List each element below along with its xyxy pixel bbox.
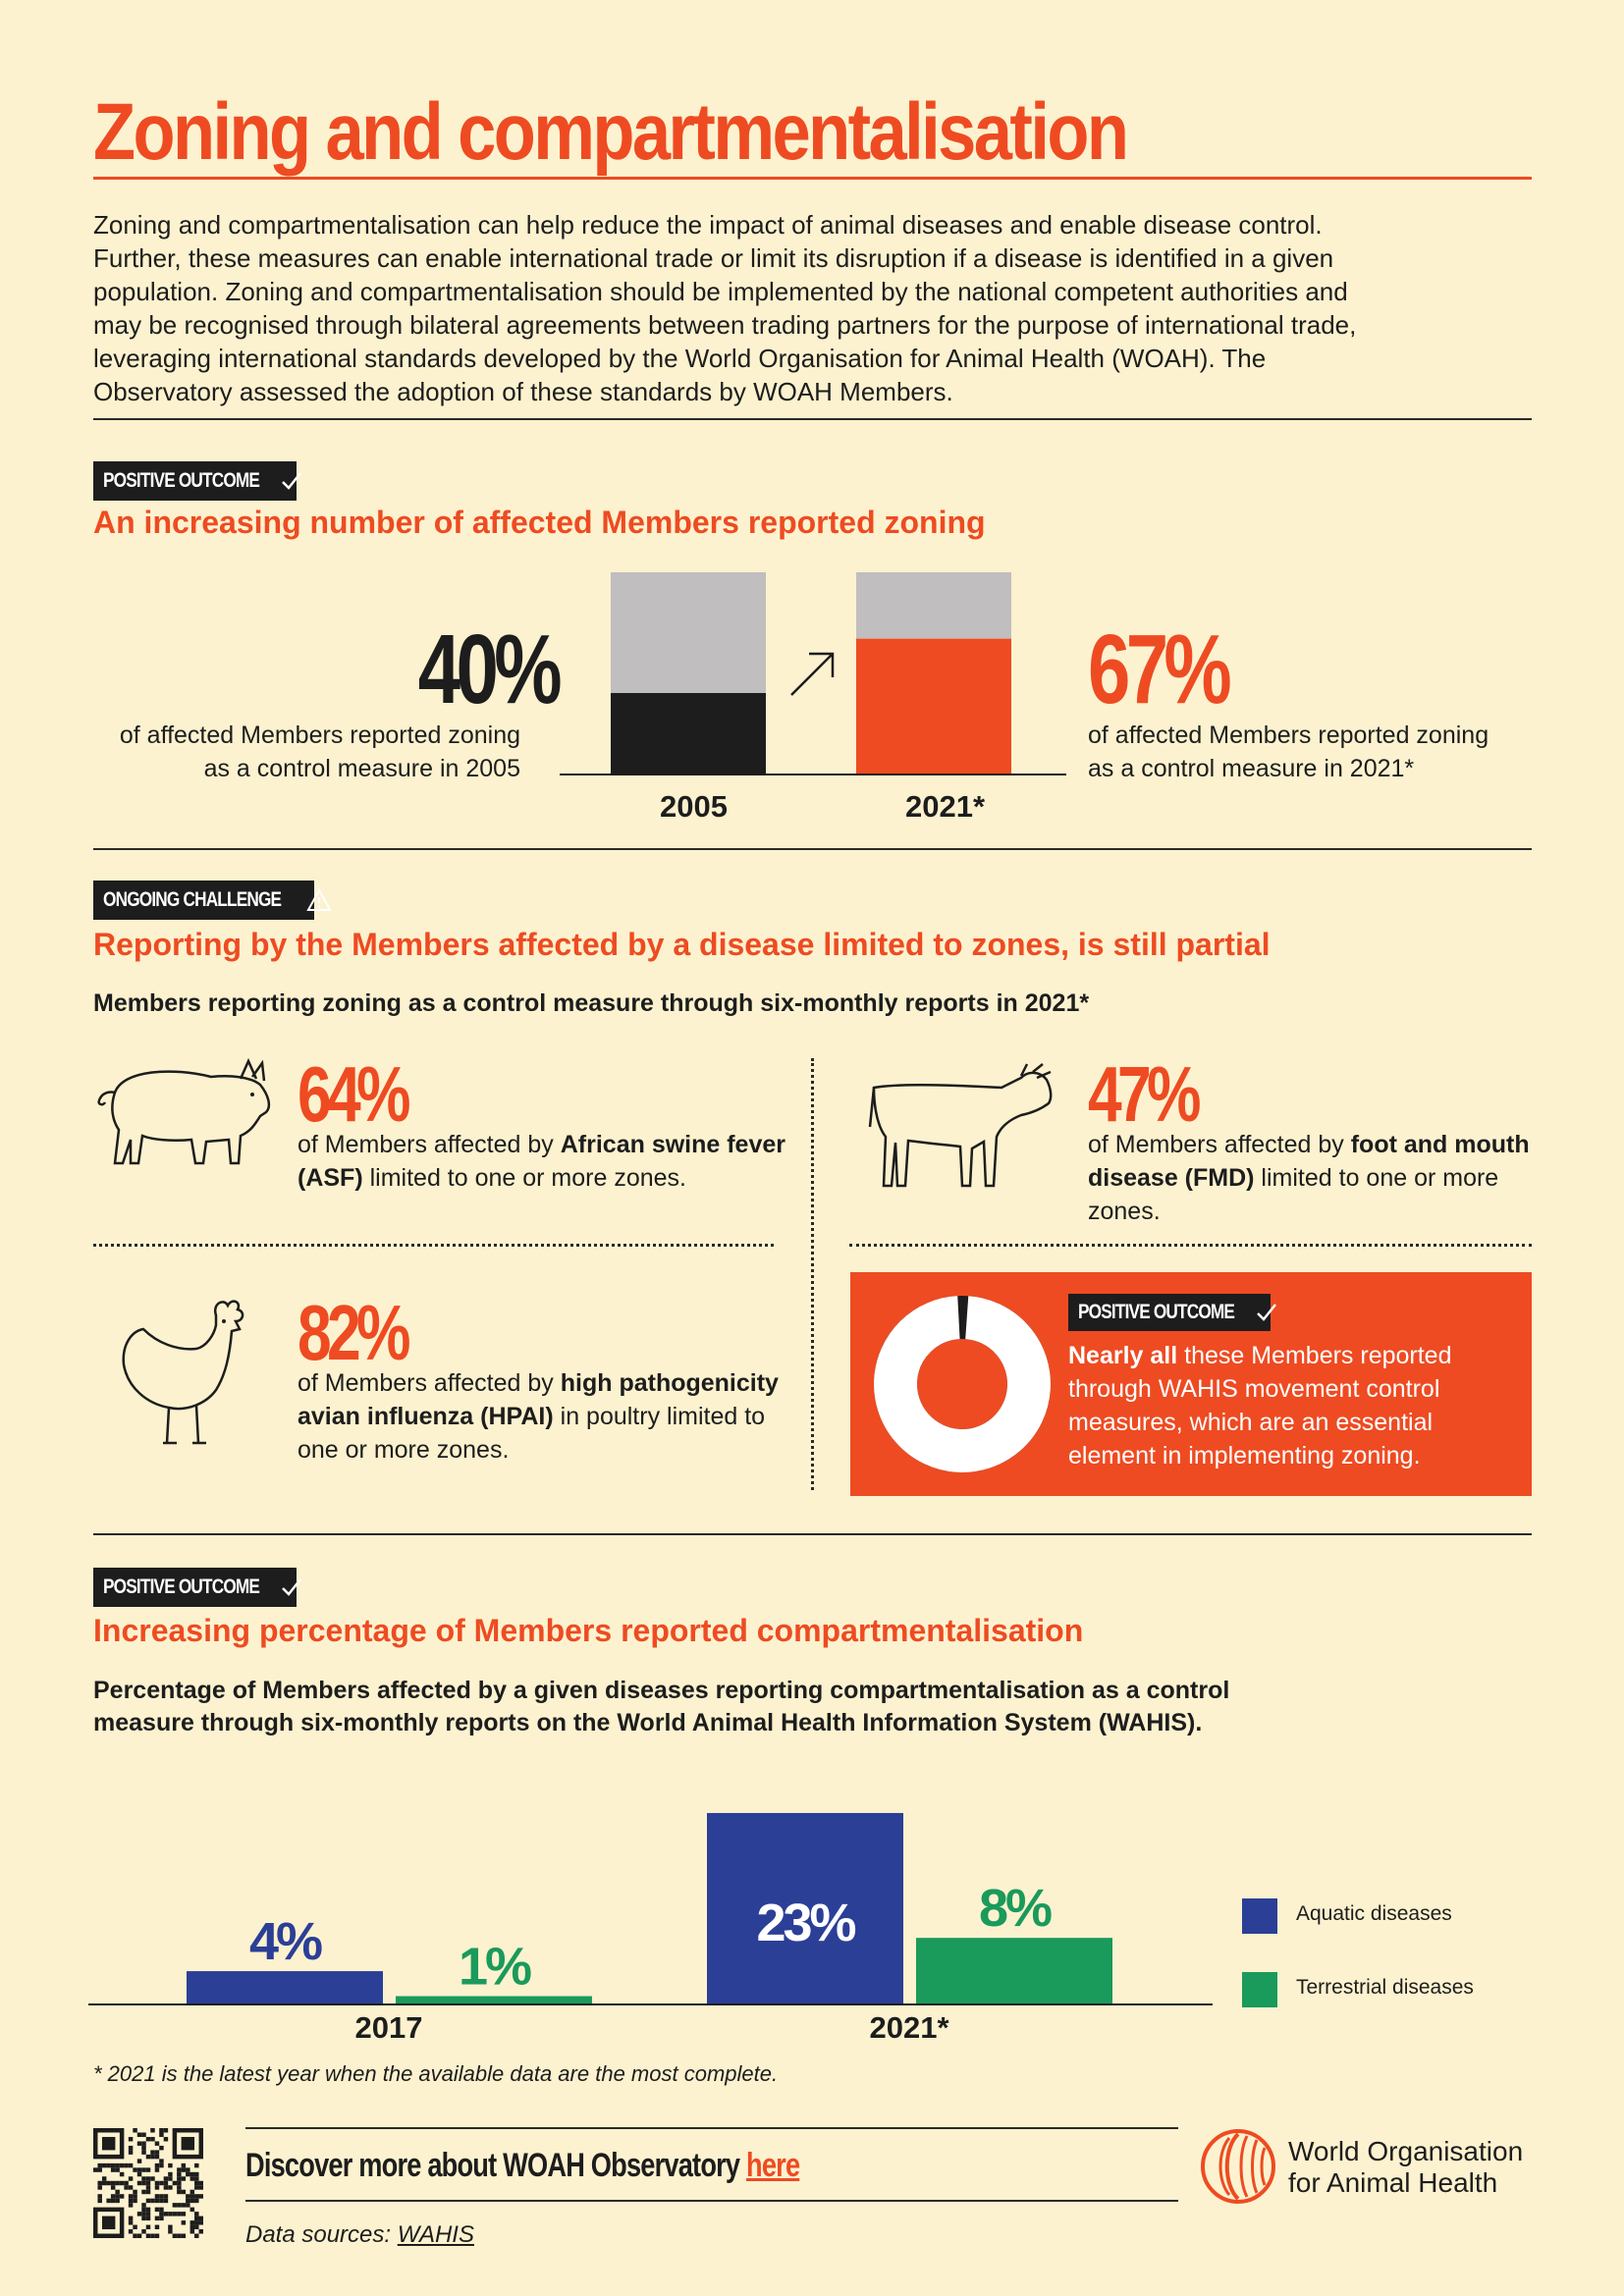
fmd-text: of Members affected by foot and mouth disease (FMD) limited to one or more zones. [1088, 1131, 1530, 1225]
cow-icon [864, 1058, 1056, 1191]
stat-2005-text: of affected Members reported zoning as a control measure in 2005 [119, 721, 520, 782]
title-rule [93, 177, 1532, 180]
wahis-link[interactable]: WAHIS [397, 2221, 474, 2248]
bar-data-label: 4% [248, 1912, 321, 1972]
dotted-divider [849, 1244, 1532, 1247]
donut-chart [872, 1294, 1053, 1474]
footer-rule [245, 2200, 1178, 2202]
legend-swatch-terrestrial [1242, 1972, 1277, 2007]
legend-label-aquatic: Aquatic diseases [1296, 1902, 1452, 1925]
data-sources: Data sources: WAHIS [245, 2221, 474, 2248]
positive-outcome-badge [1068, 1294, 1271, 1331]
pig-icon [93, 1055, 275, 1168]
check-icon [280, 1576, 303, 1598]
bar-data-label: 8% [978, 1879, 1051, 1939]
asf-value: 64% [298, 1050, 406, 1138]
org-name: World Organisation for Animal Health [1288, 2136, 1524, 2198]
bar-remainder [611, 572, 766, 693]
hpai-text: of Members affected by high pathogenicity avian influenza (HPAI) in poultry limited to one or more zones. [298, 1369, 779, 1464]
bar-data-label: 23% [756, 1893, 854, 1952]
badge-label: POSITIVE OUTCOME [103, 1575, 260, 1598]
x-tick-label: 2017 [354, 2010, 423, 2045]
woah-logo-icon [1200, 2128, 1276, 2205]
section1-heading: An increasing number of affected Members reported zoning [93, 505, 986, 540]
footnote: * 2021 is the latest year when the available data are the most complete. [93, 2061, 779, 2086]
qr-code-icon[interactable] [93, 2128, 203, 2238]
stat-2021-value: 67% [1088, 614, 1228, 724]
zoning-bar-chart [560, 569, 1070, 780]
dotted-divider [93, 1244, 774, 1247]
intro-paragraph: Zoning and compartmentalisation can help reduce the impact of animal diseases and enable disease control. Further, these measures can enable international trade or limit its disruption if a disease is identified in a given population. Zoning and compartmentalisation should be implemented by the national competent authorities and may be recognised through bilateral agreements between trading partners for the purpose of international trade, leveraging international standards developed by the World Organisation for Animal Health (WOAH). The Observatory assessed the adoption of these standards by WOAH Members. [93, 210, 1357, 406]
divider [93, 848, 1532, 850]
hpai-value: 82% [298, 1289, 406, 1376]
bar-terrestrial-2021 [916, 1938, 1112, 2004]
asf-text: of Members affected by African swine fever (ASF) limited to one or more zones. [298, 1131, 785, 1192]
section2-heading: Reporting by the Members affected by a disease limited to zones, is still partial [93, 927, 1271, 962]
bar-terrestrial-2017 [396, 1997, 592, 2004]
chicken-icon [118, 1296, 250, 1448]
stat-2021-text: of affected Members reported zoning as a control measure in 2021* [1088, 721, 1489, 782]
badge-label: ONGOING CHALLENGE [103, 888, 282, 911]
bar-value [856, 639, 1011, 774]
stat-2005-value: 40% [417, 614, 558, 724]
section3-heading: Increasing percentage of Members reported compartmentalisation [93, 1613, 1084, 1648]
bar-remainder [856, 572, 1011, 639]
compartmentalisation-bar-chart [88, 1757, 1218, 2052]
ongoing-challenge-badge [93, 881, 314, 920]
year-label-2021: 2021* [905, 789, 986, 824]
year-label-2005: 2005 [660, 789, 728, 824]
divider [93, 418, 1532, 420]
legend-label-terrestrial: Terrestrial diseases [1296, 1976, 1474, 1999]
callout-text: Nearly all these Members reported through WAHIS movement control measures, which are an essential element in implementing zoning. [1068, 1342, 1452, 1469]
bar-value [611, 693, 766, 774]
dotted-divider-vertical [811, 1058, 814, 1490]
x-tick-label: 2021* [869, 2010, 949, 2045]
discover-link-text: Discover more about WOAH Observatory here [245, 2147, 800, 2184]
check-icon [280, 470, 303, 492]
fmd-value: 47% [1088, 1050, 1197, 1138]
badge-label: POSITIVE OUTCOME [103, 469, 260, 492]
page-title: Zoning and compartmentalisation [93, 87, 1127, 177]
divider [93, 1533, 1532, 1535]
arrow-up-right-icon [791, 654, 833, 695]
footer-rule [245, 2127, 1178, 2129]
positive-outcome-badge [93, 1568, 297, 1607]
section3-subheading: Percentage of Members affected by a given diseases reporting compartmentalisation as a control measure through six-monthly reports on the World Animal Health Information System (WAHIS). [93, 1677, 1230, 1736]
bar-aquatic-2017 [187, 1971, 383, 2004]
positive-outcome-badge [93, 461, 297, 501]
legend-swatch-aquatic [1242, 1898, 1277, 1934]
positive-outcome-callout [850, 1272, 1532, 1496]
section2-subheading: Members reporting zoning as a control measure through six-monthly reports in 2021* [93, 989, 1090, 1017]
badge-label: POSITIVE OUTCOME [1078, 1301, 1235, 1323]
warning-icon [306, 888, 332, 912]
here-link[interactable]: here [746, 2147, 800, 2184]
bar-data-label: 1% [458, 1937, 530, 1997]
check-icon [1255, 1302, 1278, 1323]
